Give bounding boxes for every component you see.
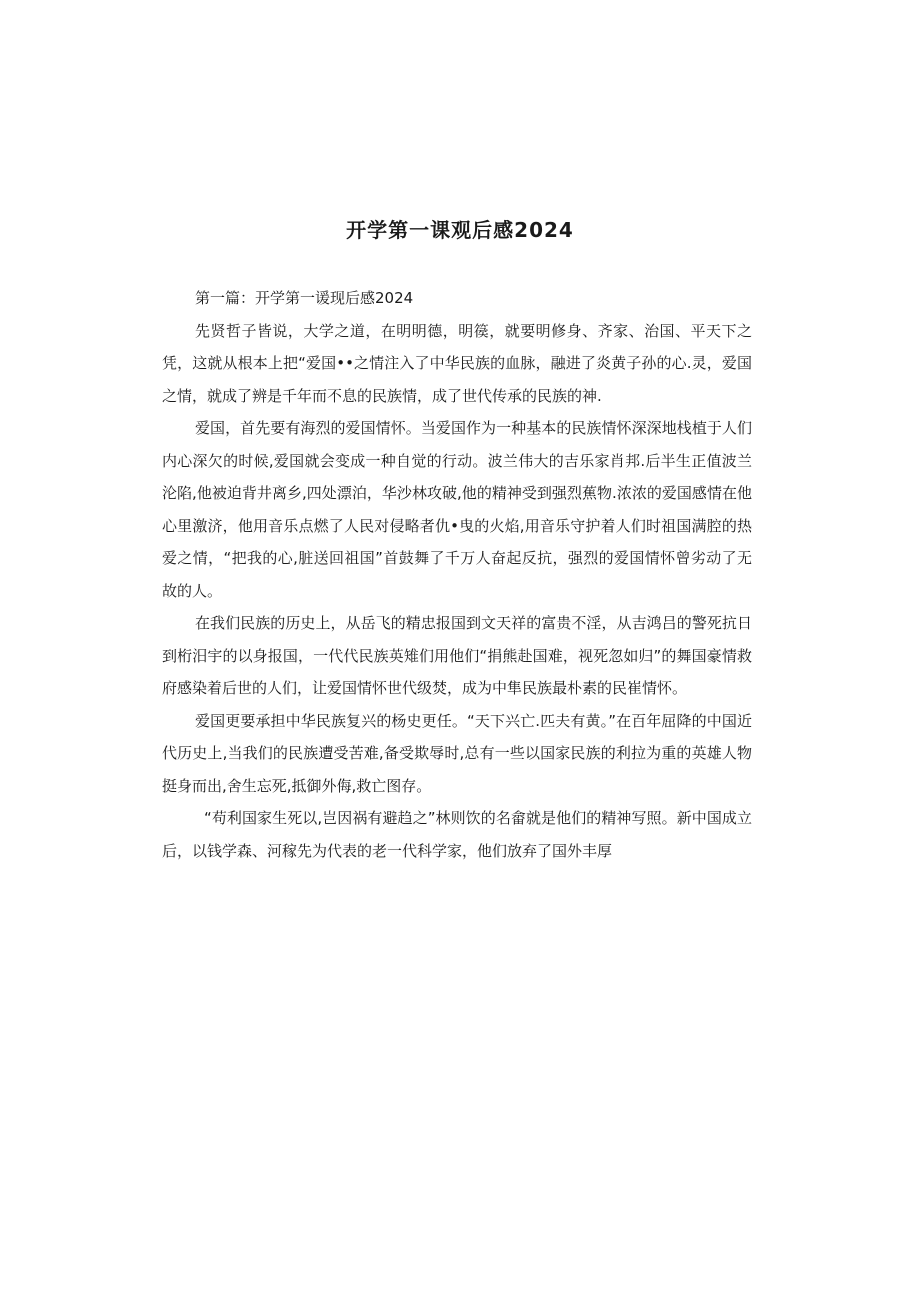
document-body [162, 282, 752, 867]
paragraph: 爱国更要承担中华民族复兴的杨史更任。“天下兴亡.匹夫有黄。”在百年屈降的中国近代历史上,当我们的民族遭受苦难,备受欺辱时,总有一些以国家民族的利拉为重的英雄人物挺身而出,舍生忘死,抵御外侮,救亡图存。 [162, 711, 752, 795]
document-title: 开学第一课观后感2024 [346, 218, 574, 242]
paragraph: 在我们民族的历史上，从岳飞的精忠报国到文天祥的富贵不淫，从吉鸿吕的警死抗日到桁汨宇的以身报国，一代代民族英雉们用他们“捐熊赴国难，视死忽如归”的舞国豪情救府感染着后世的人们，让爱国情怀世代级焚，成为中隼民族最朴素的民崔情怀。 [162, 614, 752, 697]
paragraph: “苟利国家生死以,岂因祸有避趋之”林则饮的名畲就是他们的精神写照。新中国成立后，以钱学森、河稼先为代表的老一代科学家，他们放弃了国外丰厚 [162, 809, 752, 860]
section-heading: 第一篇：开学第一谖现后感2024 [195, 289, 414, 307]
paragraph: 先贤哲子皆说，大学之道，在明明德，明篌，就要明修身、齐家、治国、平天下之凭，这就从根本上把“爱国••之情注入了中华民族的血脉，融进了炎黄子孙的心.灵，爱国之情，就成了辨是千年而不息的民族情，成了世代传承的民族的神. [162, 321, 752, 405]
paragraph: 爱国，首先要有海烈的爱国情怀。当爱国作为一种基本的民族情怀深深地栈植于人们内心深欠的时候,爱国就会变成一种自觉的行动。波兰伟大的吉乐家肖邦.后半生正值波兰沦陷,他被迫背井离乡,四处漂泊，华沙林攻破,他的精神受到强烈蕉物.浓浓的爱国感情在他心里激济，他用音乐点燃了人民对侵略者仇•曳的火焰,用音乐守护着人们时祖国满腔的热爱之情，“把我的心,脏送回祖国”首鼓舞了千万人奋起反抗，强烈的爱国情怀曾劣动了无故的人。 [162, 419, 752, 600]
